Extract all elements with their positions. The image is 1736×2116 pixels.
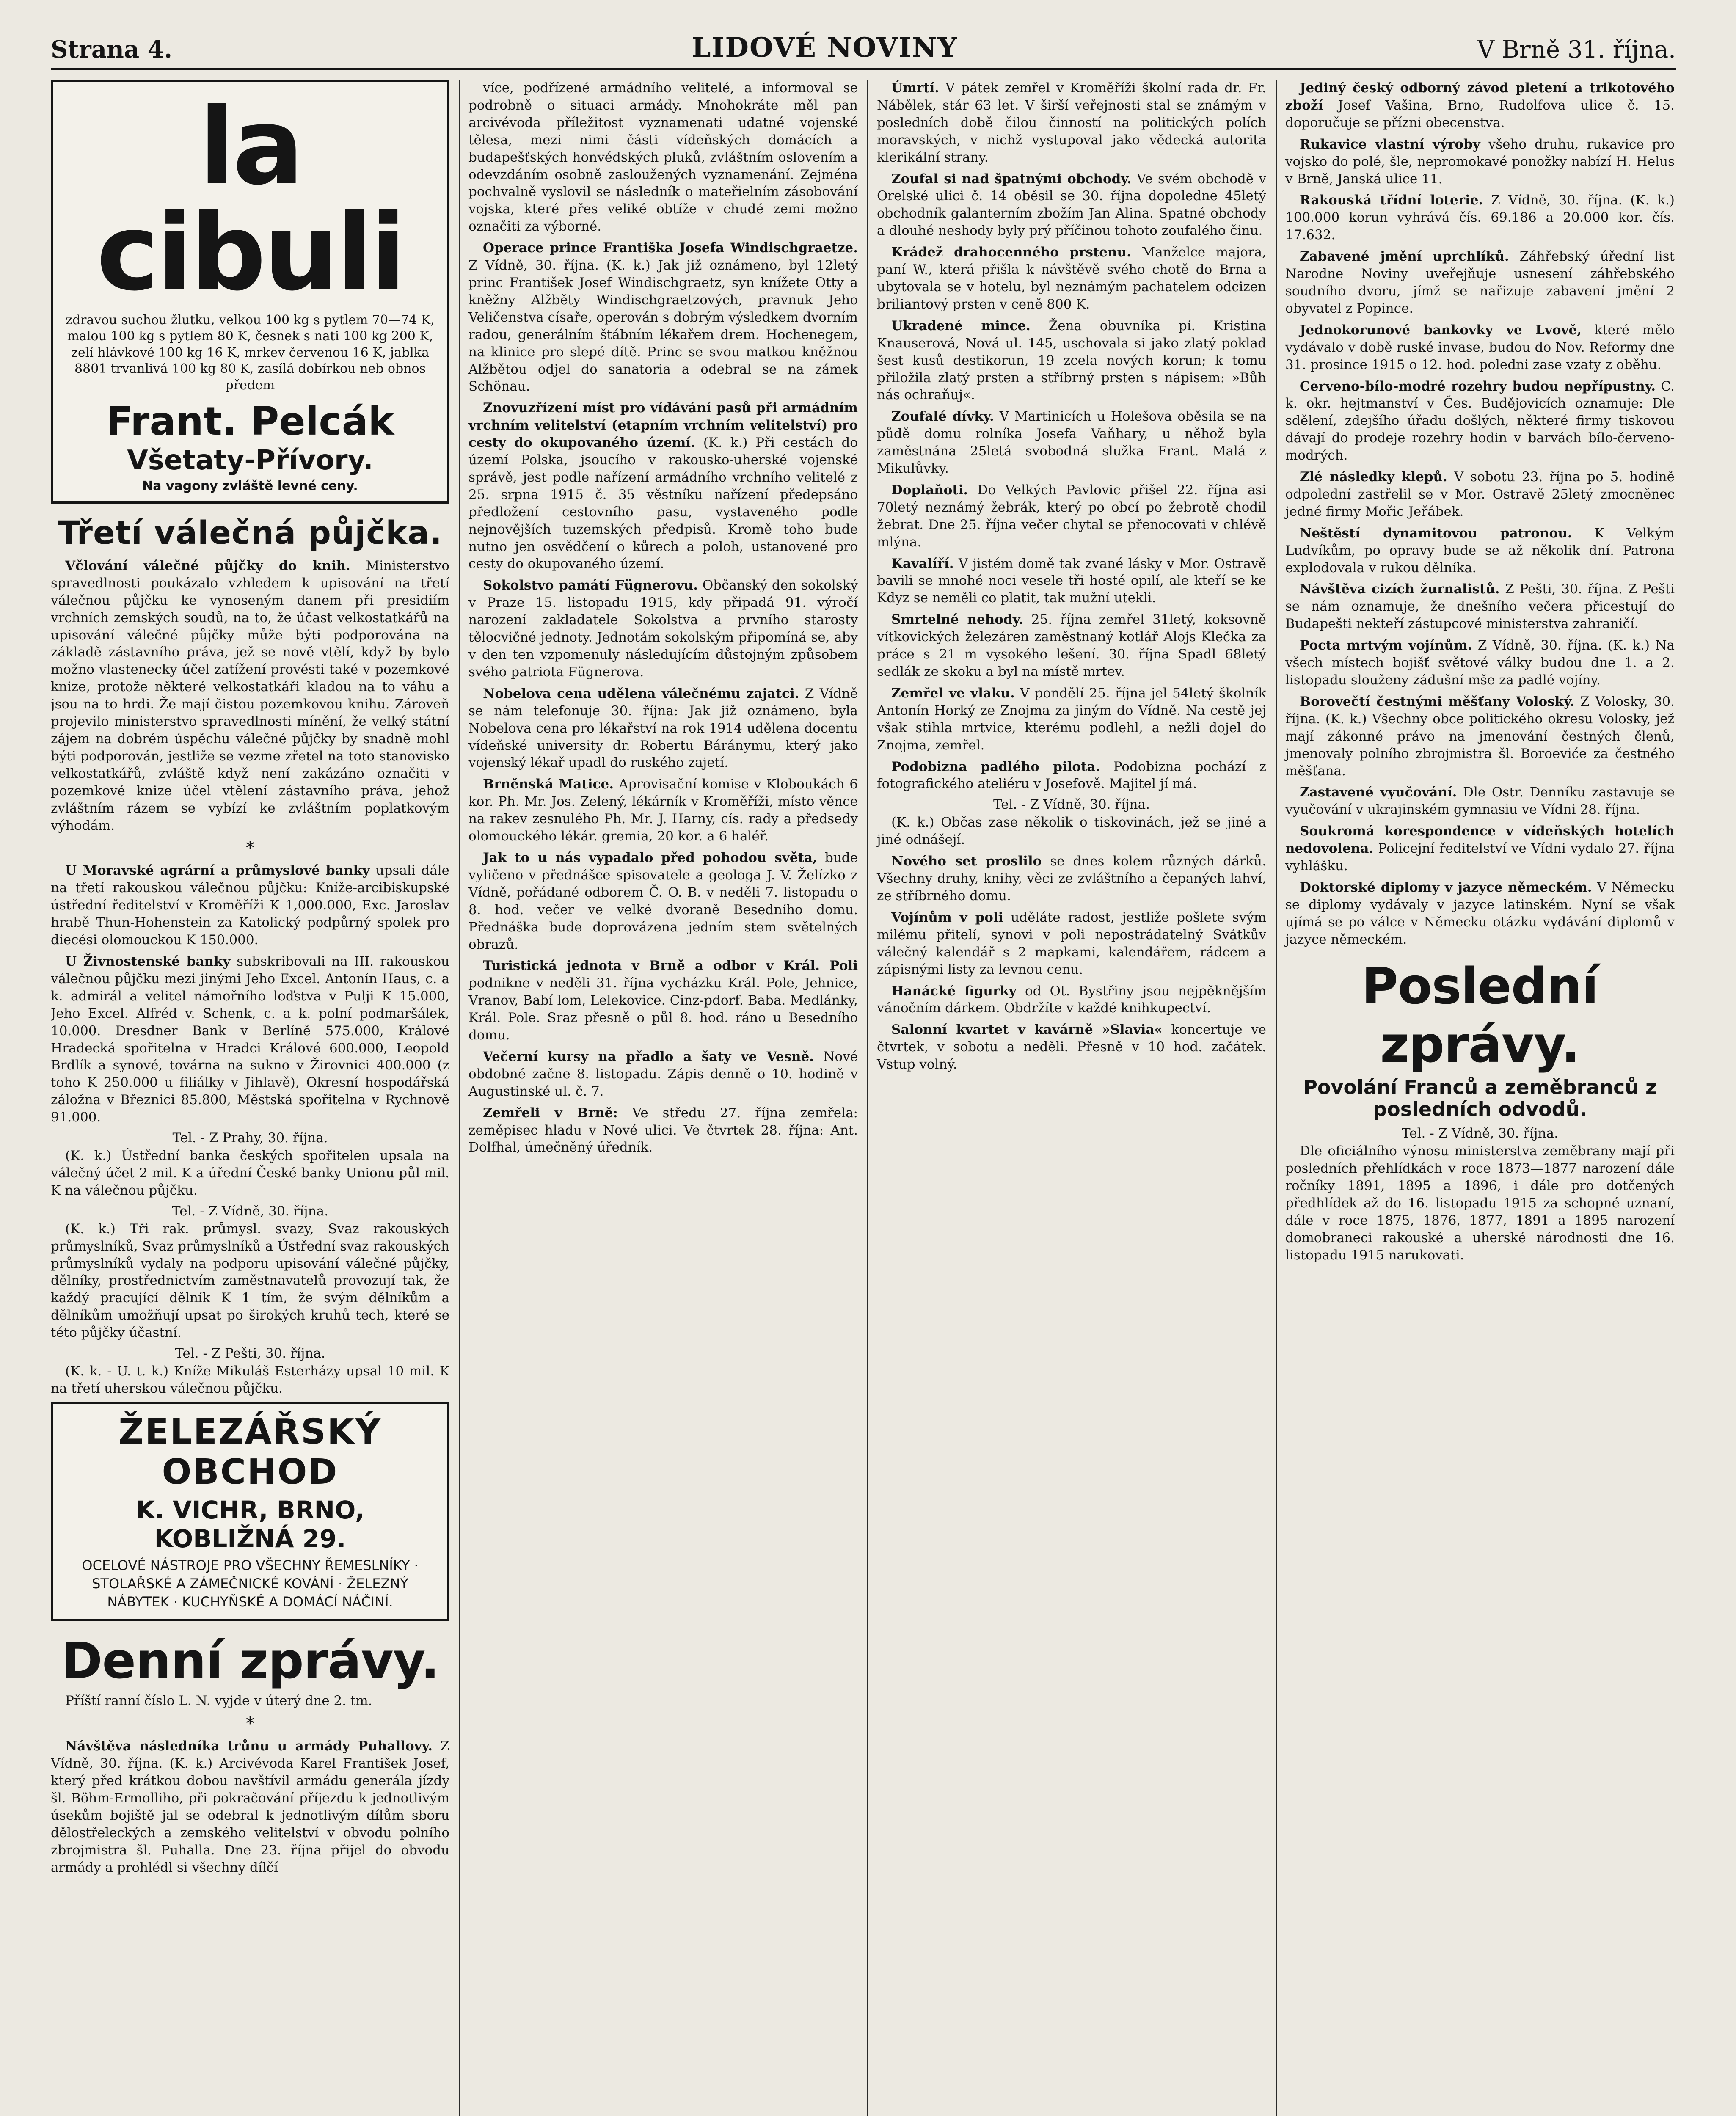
article-lead: Soukromá korespondence v vídeňských hotelích nedovolena.	[1285, 824, 1675, 857]
newspaper-page	[51, 25, 1676, 2116]
telegram-line: Tel. - Z Prahy, 30. října.	[172, 1130, 328, 1146]
article-lead: Rukavice vlastní výroby	[1300, 136, 1480, 152]
article-body: Policejní ředitelství ve Vídni vydalo 27. října vyhlášku.	[1285, 841, 1675, 874]
article-body: Z Vídně, 30. října. (K. k.) Jak již oznámeno, byl 12letý princ František Josef Windischgraetz, syn knížete Otty a kněžny Alžběty Windischgraetzových, pravnuk Jeho Veličenstva císaře, operován s dobrým výsledkem dvorním radou, generálním štábním lékařem drem. Hochenegem, na klinice pro slepé dítě. Princ se svou matkou kněžnou Alžbětou odjel do sanatoria a odebral se na zámek Schönau.	[468, 258, 858, 394]
article-body: 25. října zemřel 31letý, koksovně vítkovických železáren zaměstnaný kotlář Alojs Klečka za práce s 21 m vysokého lešení. 30. října Spadl 68letý sedlák ze skoku a byl na místě mrtev.	[877, 612, 1266, 679]
newspaper-title: LIDOVÉ NOVINY	[692, 32, 958, 63]
article	[51, 862, 449, 949]
ad-zelezar-text: OCELOVÉ NÁSTROJE PRO VŠECHNY ŘEMESLNÍKY · STOLAŘSKÉ A ZÁMEČNICKÉ KOVÁNÍ · ŽELEZNÝ NÁBYTEK · KUCHYŇSKÉ A DOMÁCÍ NÁČINÍ.	[82, 1557, 419, 1610]
separator-star: *	[246, 838, 254, 858]
article-lead: Návštěva cizích žurnalistů.	[1300, 581, 1500, 597]
article-body: Z Vídně, 30. října. (K. k.) 100.000 korun vyhrává čís. 69.186 a 20.000 kor. čís. 17.632.	[1285, 193, 1675, 243]
article	[877, 171, 1266, 240]
article	[1285, 136, 1675, 188]
article-lead: U Moravské agrární a průmyslové banky	[65, 863, 370, 879]
article	[468, 685, 858, 772]
article-lead: Salonní kvartet v kavárně »Slavia«	[891, 1022, 1163, 1038]
masthead	[51, 25, 1676, 70]
article	[877, 482, 1266, 551]
article	[468, 776, 858, 845]
article-body: Z Vídně, 30. října. (K. k.) Arcivévoda Karel František Josef, který před krátkou dobou navštívil armádu generála jízdy šl. Böhm-Ermolliho, při pokračování příjezdu k jednotlivým úsekům bojiště jal se odebral k jednotlivým dílům sboru dělostřeleckých a zemského velitelství v obvodu polního zbrojmistra šl. Puhalla. Dne 23. října přijel do obvodu armády a prohlédl si všechny dílčí	[51, 1739, 449, 1875]
article-lead: Jak to u nás vypadalo před pohodou světa,	[483, 850, 817, 865]
article-body: Ministerstvo spravedlnosti poukázalo vzhledem k upisování na třetí válečnou půjčku ke vynoseným danem při presidiím vrchních zemských soudů, na to, že účast velkostatkářů na upisování válečné půjčky může býti podporována na základě zástavního práva, jež se nově vtělí, když by bylo možno vlastenecky účel zatížení provésti také v pozemkové knize, protože některé velkostatkáři kladou na to váhu a jsou na to hrdi. Že mají čistou pozemkovou knihu. Zároveň projevilo ministerstvo spravedlnosti mínění, že velký státní zájem na dobrém úspěchu válečné půjčky by snadně mohl býti podporován, jestliže se vezme zřetel na toto stanovisko velkostatkářů, zvláště když není zakázáno označiti v pozemkové knize účel vtělení zástavního práva, jehož zvláštním rázem se vybízí ke zvláštním poplatkovým výhodám.	[51, 558, 449, 833]
article-body: bude vyličeno v přednášce spisovatele a geologa J. V. Želízko z Vídně, pořádané odborem Č. O. B. v neděli 7. listopadu o 8. hod. večer ve velké dvoraně Besedního domu. Přednáška bude doprovázena jedním stem světelných obrazů.	[468, 850, 858, 952]
article-body: Z Volosky, 30. října. (K. k.) Všechny obce politického okresu Volosky, jež mají zákonné právo na jmenování čestných členů, jmenovaly polního zbrojmistra šl. Boroeviće za čestného měšťana.	[1285, 694, 1675, 779]
article	[1285, 637, 1675, 689]
article-lead: Pocta mrtvým vojínům.	[1300, 638, 1472, 653]
article	[468, 1105, 858, 1157]
article-body: Dle oficiálního výnosu ministerstva zeměbrany mají při posledních přehlídkách v roce 1873—1877 narození dále ročníky 1891, 1895 a 1896, i dále pro dotčených předhlídek až do 16. listopadu 1915 za schopné uznaní, dále v roce 1875, 1876, 1877, 1891 a 1895 narození domobraneci rakouské a uherské národnosti dne 16. listopadu 1915 narukovati.	[1285, 1143, 1675, 1263]
article-lead: Zoufal si nad špatnými obchody.	[891, 171, 1132, 187]
article	[468, 849, 858, 953]
ad-cibule-brand: la cibuli	[96, 85, 404, 314]
section-heading-daily-news: Denní zprávy.	[61, 1631, 439, 1690]
article	[877, 983, 1266, 1017]
article-lead: Jediný český odborný závod pletení a trikotového zboží	[1285, 80, 1675, 113]
article-body: Do Velkých Pavlovic přišel 22. října asi 70letý neznámý žebrák, který po obcí po žebrotě chodil žebrat. Dne 25. října večer chytal se přenocovati v chlévě mlýna.	[877, 482, 1266, 550]
article-lead: Nového set proslilo	[891, 854, 1042, 869]
article	[1285, 693, 1675, 780]
article	[877, 1021, 1266, 1073]
article-lead: Jednokorunové bankovky ve Lvově,	[1300, 322, 1582, 338]
article-body: (K. k. - U. t. k.) Kníže Mikuláš Esterházy upsal 10 mil. K na třetí uherskou válečnou půjčku.	[51, 1364, 449, 1397]
article-body: Podobizna pochází z fotografického ateliéru v Josefově. Majitel jí má.	[877, 759, 1266, 792]
article-body: které mělo vydávalo v době ruské invase, budou do Nov. Reformy dne 31. prosince 1915 o 12. hod. poledni zase vzaty z oběhu.	[1285, 322, 1675, 372]
telegram-line: Tel. - Z Pešti, 30. října.	[175, 1346, 325, 1361]
article-lead: Rakouská třídní loterie.	[1300, 193, 1483, 208]
ad-cibule-text: zdravou suchou žlutku, velkou 100 kg s pytlem 70—74 K, malou 100 kg s pytlem 80 K, česnek s nati 100 kg 200 K, zelí hlávkové 100 kg 16 K, mrkev červenou 16 K, jablka 8801 trvanlivá 100 kg 80 K, zasílá dobírkou neb obnos předem	[66, 313, 435, 393]
ad-cibule-place: Všetaty-Přívory.	[127, 444, 373, 476]
section-heading-war-loan: Třetí válečná půjčka.	[58, 513, 442, 551]
article-body: V Německu se diplomy vydávaly v jazyce latinském. Nyní se však ujímá se po válce v Německu otázku vydávání diplomů v jazyce německém.	[1285, 879, 1675, 947]
article-lead: Sokolstvo památí Fügnerovu.	[483, 578, 698, 593]
article	[468, 957, 858, 1044]
article	[51, 1738, 449, 1876]
article-body: Josef Vašina, Brno, Rudolfova ulice č. 15. doporučuje se přízni obecenstva.	[1285, 97, 1675, 130]
column-2	[459, 80, 858, 2116]
article-lead: Návštěva následníka trůnu u armády Puhallovy.	[65, 1739, 433, 1754]
article	[877, 317, 1266, 404]
article-body: Z Vídně, 30. října. (K. k.) Na všech místech bojišť světové války budou dne 1. a 2. listopadu slouženy zádušní mše za padlé vojíny.	[1285, 638, 1675, 688]
article	[1285, 784, 1675, 818]
article-body: Záhřebský úřední list Narodne Noviny uveřejňuje usnesení záhřebského soudního dvoru, jímž se nařizuje zabavení jmění 2 obyvatel z Popince.	[1285, 249, 1675, 316]
article-body: všeho druhu, rukavice pro vojsko do polé, šle, nepromokavé ponožky nabízí H. Helus v Brně, Janská ulice 11.	[1285, 136, 1675, 187]
article-lead: Vojínům v poli	[891, 909, 1003, 925]
section-heading-latest-news: Poslední zprávy.	[1361, 956, 1598, 1074]
article	[1285, 468, 1675, 521]
article-body: K Velkým Ludvíkům, po opravy bude se až několik dní. Patrona explodovala v rukou dělníka.	[1285, 525, 1675, 576]
ad-zelezar-owner: K. VICHR, BRNO, KOBLIŽNÁ 29.	[135, 1495, 365, 1553]
date-line: V Brně 31. října.	[1477, 36, 1676, 63]
article-body: V pátek zemřel v Kroměříži školní rada dr. Fr. Nábělek, stár 63 let. V širší veřejnosti stal se známým v posledních době čilou činností na politických polích moravských, v nichž vystupoval jako vědecká autorita klerikální strany.	[877, 80, 1266, 165]
article-body: V jistém domě tak zvané lásky v Mor. Ostravě bavili se mnohé noci vesele tři hosté opilí, ale kteří se ke Kdyz se neměli co platit, tak mužní utekli.	[877, 556, 1266, 606]
article-lead: Doktorské diplomy v jazyce německém.	[1300, 879, 1592, 895]
article-lead: Smrtelné nehody.	[891, 612, 1023, 628]
article-body: C. k. okr. hejtmanství v Čes. Budějovicích oznamuje: Dle sdělení, zdejšího úřadu došlých, některé firmy tiskovou dávají do prodeje rozehry hodin v barvách bílo-červeno-modrých.	[1285, 378, 1675, 463]
article-lead: Kavalíří.	[891, 556, 954, 571]
article-body: Dle Ostr. Denníku zastavuje se vyučování v ukrajinském gymnasiu ve Vídni 28. října.	[1285, 785, 1675, 818]
telegram-line: Tel. - Z Vídně, 30. října.	[993, 797, 1150, 813]
article-body: Občanský den sokolský v Praze 15. listopadu 1915, kdy připadá 91. výročí narození zakladatele Sokolstva a prvního starosty tělocvičné jednoty. Jednotám sokolským připomíná se, aby v den ten vzpomenuly následujícím důstojným způsobem svého patriota Fügnerova.	[468, 578, 858, 680]
article	[877, 685, 1266, 754]
article-body: koncertuje ve čtvrtek, v sobotu a neděli. Přesně v 10 hod. začátek. Vstup volný.	[877, 1022, 1266, 1072]
article-body: V sobotu 23. října po 5. hodině odpolední zastřelil se v Mor. Ostravě 25letý zmocněnec jedné firmy Mořic Jeřábek.	[1285, 469, 1675, 519]
columns	[51, 80, 1676, 2116]
article-lead: Hanácké figurky	[891, 983, 1017, 999]
article-body: Aprovisační komise v Kloboukách 6 kor. Ph. Mr. Jos. Zelený, lékárník v Kroměříži, místo věnce na rakev zesnulého Ph. Mr. J. Harny, cís. rady a předsedy olomouckého lékár. gremia, 20 kor. a 6 haléř.	[468, 777, 858, 844]
article-body: V Martinicích u Holešova oběsila se na půdě domu rolníka Josefa Vaňhary, u něhož byla zaměstnána 25letá svobodná služka Frant. Malá z Mikulůvky.	[877, 409, 1266, 477]
article	[1285, 879, 1675, 948]
article-body: Nové obdobné začne 8. listopadu. Zápis denně o 10. hodině v Augustinské ul. č. 7.	[468, 1049, 858, 1099]
article-lead: Doplaňoti.	[891, 482, 968, 498]
article	[877, 244, 1266, 313]
article-lead: U Živnostenské banky	[65, 953, 231, 969]
article	[1285, 581, 1675, 633]
article-lead: Zabavené jmění uprchlíků.	[1300, 249, 1509, 264]
article-lead: Operace prince Františka Josefa Windischgraetze.	[483, 240, 858, 256]
article-body: se dnes kolem různých dárků. Všechny druhy, knihy, věci ze zvláštního a čepaných lahví, ze stříbrného domu.	[877, 854, 1266, 904]
article	[1285, 322, 1675, 374]
article-lead: Cerveno-bílo-modré rozehry budou nepřípustny.	[1300, 378, 1656, 394]
ad-zelezar	[51, 1402, 449, 1622]
article	[51, 557, 449, 835]
article-lead: Brněnská Matice.	[483, 777, 614, 792]
article-lead: Neštěstí dynamitovou patronou.	[1300, 525, 1572, 541]
article-lead: Nobelova cena udělena válečnému zajatci.	[483, 686, 799, 701]
article	[877, 758, 1266, 793]
page-number: Strana 4.	[51, 36, 173, 63]
article	[51, 953, 449, 1126]
column-4	[1276, 80, 1675, 2116]
ad-cibule	[51, 80, 449, 504]
article	[468, 577, 858, 681]
article-body: (K. k.) Tři rak. průmysl. svazy, Svaz rakouských průmyslníků, Svaz průmyslníků a Ústřední svaz rakouských průmyslníků vydaly na podporu upisování válečné půjčky, dělníky, prostřednictvím zaměstnavatelů provozují tak, že každý pracující dělník K 1 tím, že svým dělníkům a dělníkům umožňují upsat po širokých kruhů tech, které se této půjčky účastní.	[51, 1221, 449, 1341]
article-body: Ve svém obchodě v Orelské ulici č. 14 oběsil se 30. října dopoledne 45letý obchodník galanterním zbožím Jan Alina. Spatné obchody a dlouhé neshody byly prý příčinou tohoto zoufalého činu.	[877, 171, 1266, 239]
article-lead: Zemřel ve vlaku.	[891, 685, 1015, 701]
article-lead: Zoufalé dívky.	[891, 409, 994, 424]
article-lead: Zastavené vyučování.	[1300, 785, 1457, 800]
article-lead: Turistická jednota v Brně a odbor v Král. Poli	[483, 958, 858, 974]
article-body: Žena obuvníka pí. Kristina Knauserová, Nová ul. 145, uschovala si jako zlatý poklad šest kusů destikorun, 19 zcela nových korun; k tomu přiložila zlatý prsten a stříbrný prsten s nápisem: »Bůh nás ochraňuj«.	[877, 318, 1266, 403]
article	[877, 555, 1266, 607]
article-body: (K. k.) Při cestách do území Polska, jsoucího v rakousko-uherské vojenské správě, jest podle nařízení armádního vrchního velitelé z 25. srpna 1915 č. 35 věstníku nařízení předepsáno předložení cestovního pasu, vystaveného podle nejnovějších tuzemských předpisů. Kromě toho bude nutno jen osvědčení o kůrech a poloh, ustanovené pro cesty do okupovaného území.	[468, 435, 858, 572]
article	[877, 611, 1266, 681]
ad-cibule-seller: Frant. Pelcák	[106, 398, 394, 444]
article	[1285, 525, 1675, 577]
article-body: od Ot. Bystřiny jsou nejpěknějším vánočním dárkem. Obdržíte v každé knihkupectví.	[877, 983, 1266, 1016]
article-lead: Zlé následky klepů.	[1300, 469, 1447, 485]
article	[1285, 80, 1675, 132]
article-lead: Borovečtí čestnými měšťany Voloský.	[1300, 694, 1575, 709]
article-body: V pondělí 25. října jel 54letý školník Antonín Horký ze Znojma za jiným do Vídně. Na cestě jej však stihla mrtvice, kterému podlehl, a nežli dojel do Znojma, zemřel.	[877, 685, 1266, 753]
article-lead: Zemřeli v Brně:	[483, 1105, 618, 1121]
article-body: (K. k.) Občas zase několik o tiskovinách, jež se jiné a jiné odnášejí.	[877, 815, 1266, 848]
article	[877, 853, 1266, 905]
column-1	[51, 80, 449, 2116]
article-body: více, podřízené armádního velitelé, a informoval se podrobně o situaci armády. Mnohokráte měl pan arcivévoda příležitost vyznamenati udatné vojenské tělesa, mezi nimi části vídeňských domácích a budapešťských honvédských pluků, zvláštním oslovením a odevzdáním osobně zasloužených vyznamenání. Zejména pochvalně vyslovil se následník o mateřielním zásobování vojska, které přes veliké obtíže v chudé zemi možno označiti za výborné.	[468, 80, 858, 234]
article-lead: Večerní kursy na přadlo a šaty ve Vesně.	[483, 1049, 814, 1064]
article-lead: Ukradené mince.	[891, 318, 1031, 333]
article-lead: Znovuzřízení míst pro vídávání pasů při armádním vrchním velitelství (etapním vrchním velitelství) pro cesty do okupovaného území.	[468, 400, 858, 451]
article	[1285, 192, 1675, 244]
article	[877, 80, 1266, 166]
article-body: upsali dále na třetí rakouskou válečnou půjčku: Kníže-arcibiskupské ústřední ředitelství v Kroměříži K 1,000.000, Exc. Jaroslav hrabě Thun-Hohenstein za Katolický podpůrný spolek pro diecési olomouckou K 150.000.	[51, 863, 449, 948]
telegram-line: Tel. - Z Vídně, 30. října.	[1402, 1126, 1558, 1141]
article	[877, 909, 1266, 978]
article-body: Z Pešti, 30. října. Z Pešti se nám oznamuje, že dnešního večera přicestují do Budapešti nekteří zástupcové ministerstva zahraničí.	[1285, 581, 1675, 632]
article	[1285, 823, 1675, 875]
ad-zelezar-title: ŽELEZÁŘSKÝ OBCHOD	[118, 1411, 382, 1492]
article-body: podnikne v neděli 31. října vycházku Král. Pole, Jehnice, Vranov, Babí lom, Lelekovice. Cinz-pdorf. Baba. Medlánky, Král. Pole. Sraz přesně o půl 8. hod. ráno u Besedního domu.	[468, 975, 858, 1043]
article	[468, 1048, 858, 1100]
article-body: subskribovali na III. rakouskou válečnou půjčku mezi jinými Jeho Excel. Antonín Haus, c. a k. admirál a velitel námořního loďstva v Pulji K 15.000, Jeho Excel. Alfréd v. Schenk, c. a k. polní podmaršálek, 10.000. Dresdner Bank v Berlíně 575.000, Králové Hradecká spořitelna v Hradci Králové 600.000, Leopold Brdlík a synové, továrna na sukno v Žirovnici 400.000 (z toho K 250.000 u filiálky v Jihlavě), Okresní hospodářská záložna v Březnici 85.800, Městská spořitelna v Rychnově 91.000.	[51, 953, 449, 1125]
article	[468, 400, 858, 573]
article	[877, 408, 1266, 477]
article-lead: Včlování válečné půjčky do knih.	[65, 558, 350, 573]
article-body: Manželce majora, paní W., která přišla k návštěvě svého chotě do Brna a ubytovala se v hotelu, byl neznámým pachatelem odcizen briliantový prsten v ceně 800 K.	[877, 245, 1266, 312]
article-body: uděláte radost, jestliže pošlete svým milému přitelí, synovi v poli nepostrádatelný Svátkův válečný kalendář s 2 mapkami, kalendářem, rádcem a zápisnými listy za levnou cenu.	[877, 909, 1266, 977]
latest-news-subheading: Povolání Franců a zeměbranců z posledních odvodů.	[1303, 1075, 1657, 1121]
article-lead: Krádež drahocenného prstenu.	[891, 245, 1131, 260]
telegram-line: Tel. - Z Vídně, 30. října.	[172, 1203, 328, 1219]
article-body: (K. k.) Ústřední banka českých spořitelen upsala na válečný účet 2 mil. K a úřední České banky Unionu půl mil. K na válečnou půjčku.	[51, 1148, 449, 1198]
article	[1285, 378, 1675, 465]
column-3	[867, 80, 1266, 2116]
article-lead: Úmrtí.	[891, 80, 940, 96]
article-body: Ve středu 27. října zemřela: zeměpisec hladu v Nové ulici. Ve čtvrtek 28. října: Ant. Dolfhal, úmečněný úředník.	[468, 1105, 858, 1155]
ad-cibule-note: Na vagony zvláště levné ceny.	[142, 478, 358, 493]
article-body: Z Vídně se nám telefonuje 30. října: Jak již oznámeno, byla Nobelova cena pro lékařství na rok 1914 udělena docentu vídeňské university dr. Robertu Báránymu, který jako vojenský lékař upadl do ruského zajetí.	[468, 686, 858, 771]
separator-star: *	[246, 1714, 254, 1734]
article-body: Příští ranní číslo L. N. vyjde v úterý dne 2. tm.	[65, 1693, 372, 1709]
article-lead: Podobizna padlého pilota.	[891, 759, 1100, 774]
article	[1285, 248, 1675, 317]
article	[468, 240, 858, 395]
